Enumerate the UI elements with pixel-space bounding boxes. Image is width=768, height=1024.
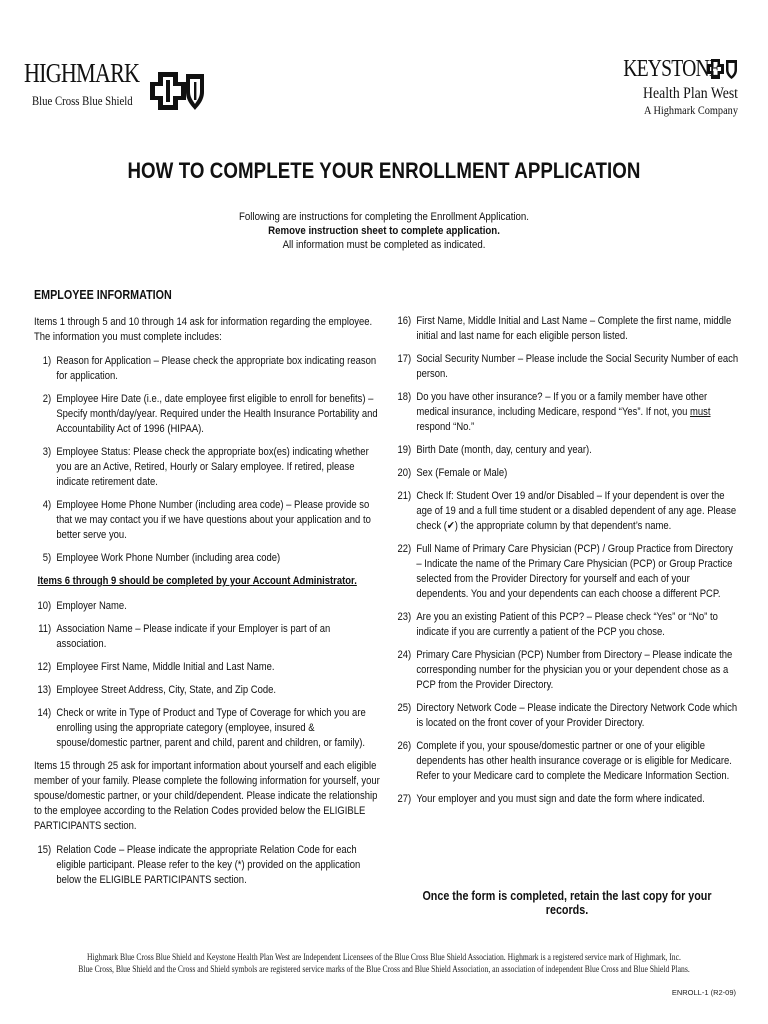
item-text: Employee Home Phone Number (including area code) – Please provide so that we may contact you if we have questions about your application and to better serve you. (56, 499, 371, 541)
footer-line-1: Highmark Blue Cross Blue Shield and Keystone Health Plan West are Independent Licensees of the Blue Cross Blue Shield Association. Highmark is a registered service mark of Highmark, Inc. (87, 952, 681, 962)
item-number: 10) (37, 600, 52, 612)
list-item (394, 739, 740, 784)
list-item (34, 354, 380, 384)
item-number: 23) (397, 611, 412, 623)
intro-line-3: All information must be completed as indicated. (282, 239, 486, 251)
highmark-logo (24, 58, 194, 114)
list-item (394, 648, 740, 693)
item-number: 26) (397, 740, 412, 752)
intro-block (46, 210, 722, 252)
item-text: Employee Work Phone Number (including area code) (56, 552, 281, 564)
item-number: 15) (37, 844, 52, 856)
list-item (34, 683, 380, 698)
list-item (394, 314, 740, 344)
retain-copy-note (394, 889, 740, 917)
keystone-subtitle: Health Plan West (643, 85, 738, 102)
item-number: 2) (42, 393, 52, 405)
item-number: 4) (42, 499, 52, 511)
item-number: 18) (397, 391, 412, 403)
item-text: Complete if you, your spouse/domestic partner or one of your eligible dependents has other health insurance coverage or is eligible for Medicare. Refer to your Medicare card to complete the Medicare Information Section. (416, 740, 732, 782)
cross-and-shield-icon (136, 70, 206, 112)
item-number: 11) (38, 623, 52, 635)
keystone-company-line: A Highmark Company (643, 103, 738, 117)
item-text: Social Security Number – Please include the Social Security Number of each person. (416, 353, 739, 380)
item-text: Check or write in Type of Product and Type of Coverage for which you are enrolling using the appropriate category (employee, insured & spouse/domestic partner, parent and child, parent and children, or family). (56, 707, 366, 749)
item-number: 20) (397, 467, 412, 479)
item-text: Employee Hire Date (i.e., date employee first eligible to enroll for benefits) – Specify month/day/year. Required under the Health Insurance Portability and Accountability Act of 1996 (HIPAA). (56, 393, 378, 435)
list-item (394, 610, 740, 640)
retain-copy-text: Once the form is completed, retain the last copy for your records. (422, 889, 712, 917)
item-text: Directory Network Code – Please indicate the Directory Network Code which is located on the front cover of your Provider Directory. (416, 702, 738, 729)
employee-intro: Items 1 through 5 and 10 through 14 ask for information regarding the employee. The information you must complete includes: (34, 316, 373, 343)
item-text-part: respond “No.” (416, 421, 475, 433)
employee-info-heading: EMPLOYEE INFORMATION (34, 288, 172, 302)
left-column (34, 288, 380, 896)
administrator-note: Items 6 through 9 should be completed by your Account Administrator. (37, 575, 357, 587)
list-item (34, 660, 380, 675)
item-number: 12) (37, 661, 52, 673)
right-column (394, 314, 740, 815)
keystone-logo (598, 58, 738, 134)
item-number: 13) (37, 684, 52, 696)
item-text: Birth Date (month, day, century and year). (416, 444, 592, 456)
item-text: Your employer and you must sign and date the form where indicated. (416, 793, 705, 805)
intro-line-1: Following are instructions for completing the Enrollment Application. (238, 211, 530, 223)
intro-line-2: Remove instruction sheet to complete application. (268, 225, 500, 237)
item-number: 21) (397, 490, 412, 502)
highmark-wordmark: HIGHMARK (24, 58, 140, 88)
item-number: 16) (397, 315, 412, 327)
list-item (394, 542, 740, 602)
list-item (34, 392, 380, 437)
list-item (34, 551, 380, 566)
list-item (394, 443, 740, 458)
form-code: ENROLL-1 (R2-09) (671, 988, 736, 997)
list-item (34, 498, 380, 543)
item-text: Full Name of Primary Care Physician (PCP) / Group Practice from Directory – Indicate the name of the Primary Care Physician (PCP) or Group Practice selected from the Provider Directory for yourself and each of your dependents. You and your dependents can each choose a different PCP. (416, 543, 733, 600)
list-item (34, 599, 380, 614)
item-text: Employee First Name, Middle Initial and Last Name. (56, 661, 275, 673)
item-text: Employee Status: Please check the appropriate box(es) indicating whether you are an Active, Retired, Hourly or Salary employee. If retired, please indicate retirement date. (56, 446, 369, 488)
family-intro: Items 15 through 25 ask for important information about yourself and each eligible member of your family. Please complete the following information for yourself, your spouse/domestic partner, or your child/dependent. Please indicate the relationship to the employee according to the Relation Codes provided below the ELIGIBLE PARTICIPANTS section. (34, 760, 380, 832)
item-text-part: Do you have other insurance? – If you or a family member have other medical insurance, including Medicare, respond “Yes”. If not, you (416, 391, 708, 418)
list-item (394, 489, 740, 534)
item-number: 3) (42, 446, 52, 458)
list-item (34, 706, 380, 751)
item-text: First Name, Middle Initial and Last Name – Complete the first name, middle initial and last name for each eligible person listed. (416, 315, 732, 342)
item-number: 1) (42, 355, 52, 367)
emphasis-must: must (689, 406, 711, 418)
list-item (394, 390, 740, 435)
keystone-wordmark: KEYSTONE (623, 56, 721, 82)
list-item (394, 352, 740, 382)
item-number: 24) (397, 649, 412, 661)
item-number: 19) (397, 444, 412, 456)
item-number: 27) (397, 793, 412, 805)
item-text: Association Name – Please indicate if your Employer is part of an association. (56, 623, 331, 650)
list-item (34, 843, 380, 888)
item-text: Employee Street Address, City, State, and Zip Code. (56, 684, 276, 696)
item-text: Are you an existing Patient of this PCP? – Please check “Yes” or “No” to indicate if you are currently a patient of the PCP you chose. (416, 611, 718, 638)
item-number: 5) (42, 552, 52, 564)
list-item (394, 466, 740, 481)
item-number: 22) (397, 543, 412, 555)
item-text: Primary Care Physician (PCP) Number from Directory – Please indicate the corresponding number for the physician you or your dependent chose as a PCP from the Provider Directory. (416, 649, 733, 691)
item-text: Sex (Female or Male) (416, 467, 508, 479)
item-text: Relation Code – Please indicate the appropriate Relation Code for each eligible participant. Please refer to the key (*) provided on the application below the ELIGIBLE PARTICIPANTS section. (56, 844, 361, 886)
item-text: Check If: Student Over 19 and/or Disabled – If your dependent is over the age of 19 and a full time student or a disabled dependent of any age. Please check (✔) the appropriate column by that dependent’s name. (416, 490, 737, 532)
list-item (394, 792, 740, 807)
item-text: Reason for Application – Please check the appropriate box indicating reason for application. (56, 355, 377, 382)
list-item (34, 622, 380, 652)
footer-line-2: Blue Cross, Blue Shield and the Cross and Shield symbols are registered service marks of the Blue Cross and Blue Shield Association, an association of independent Blue Cross and Blue Shield Plans. (78, 964, 690, 974)
footer-disclaimer (0, 951, 768, 975)
list-item (394, 701, 740, 731)
item-number: 25) (397, 702, 412, 714)
list-item (34, 445, 380, 490)
page-title: HOW TO COMPLETE YOUR ENROLLMENT APPLICATION (127, 158, 641, 183)
item-number: 14) (37, 707, 52, 719)
item-text: Employer Name. (56, 600, 127, 612)
item-number: 17) (397, 353, 412, 365)
item-text (416, 390, 740, 435)
highmark-subtitle: Blue Cross Blue Shield (32, 94, 133, 108)
